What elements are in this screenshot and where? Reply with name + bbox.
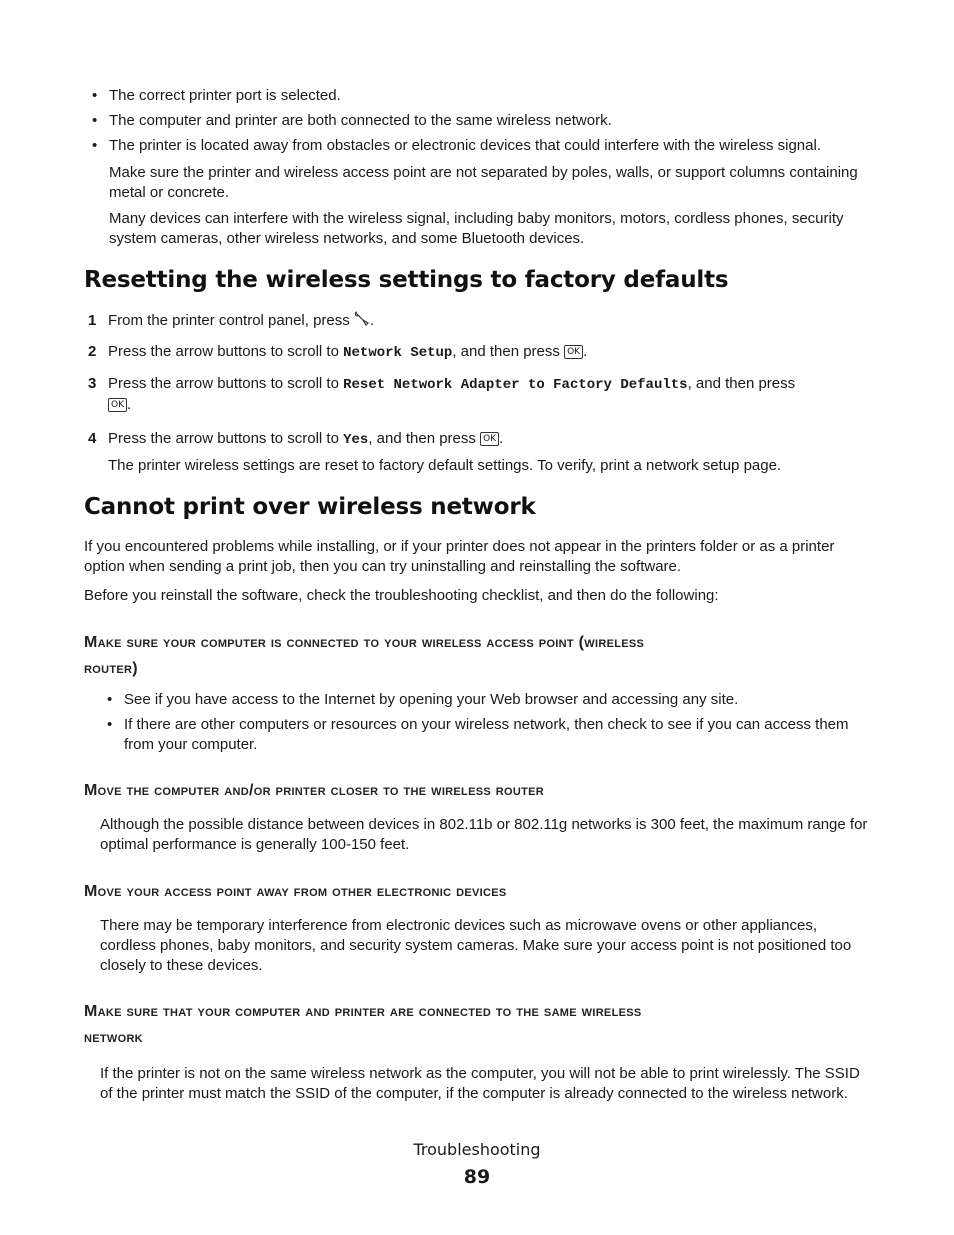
subsection-heading-line: Make sure that your computer and printer are connected to the same wireless <box>84 1003 642 1020</box>
section-heading: Cannot print over wireless network <box>84 494 536 520</box>
step-text: Press the arrow buttons to scroll to <box>108 430 344 447</box>
step-note: The printer wireless settings are reset to factory default settings. To verify, print a network setup page. <box>108 457 782 474</box>
paragraph: If you encountered problems while installing, or if your printer does not appear in the printers folder or as a printer option when sending a print job, then you can try uninstalling and reinstalling the software. <box>84 538 835 575</box>
step-text: From the printer control panel, press <box>108 312 354 329</box>
subsection-heading-line: Make sure your computer is connected to your wireless access point (wireless <box>84 634 645 651</box>
menu-option-code: Network Setup <box>343 345 453 361</box>
step-text: Press the arrow buttons to scroll to <box>108 375 344 392</box>
bullet-text: The computer and printer are both connected to the same wireless network. <box>109 112 612 129</box>
subsection-heading <box>84 630 864 682</box>
step-text-end: , and then press <box>368 430 481 447</box>
subsection-heading: Move the computer and/or printer closer to the wireless router <box>84 782 544 799</box>
step-text-end: , and then press <box>452 343 565 360</box>
menu-option-code: Yes <box>343 432 369 448</box>
ok-button-icon: OK <box>480 432 499 446</box>
bullet-text: The printer is located away from obstacles or electronic devices that could interfere with the wireless signal. <box>109 137 821 154</box>
subsection-heading: Move your access point away from other electronic devices <box>84 883 507 900</box>
document-page: • The correct printer port is selected. • The computer and printer are both connected to the same wireless network. • The printer is located away from obstacles or electronic devices that could interfere with the wireless signal. Make sure the printer and wireless access point are not separated by poles, walls, or support columns containing metal or concrete. Many devices can interfere with the wireless signal, including baby monitors, motors, cordless phones, security system cameras, other wireless networks, and some Bluetooth devices. Resetting the wireless settings to factory defaults 1 From the printer control panel, press . 2 Press the arrow buttons to scroll to Network Setup, and then press OK . 3 Press the arrow buttons to scroll to Reset Network Adapter to Factory Defaults, and then press OK . 4 Press the arrow buttons to scroll to Yes, and then press OK . The printer wireless settings are reset to factory default settings. To verify, print a network setup page. Cannot print over wireless network If you encountered problems while installing, or if your printer does not appear in the printers folder or as a printer option when sending a print job, then you can try uninstalling and reinstalling the software. Before you reinstall the software, check the troubleshooting checklist, and then do the following: Make sure your computer is connected to your wireless access point (wireless router) • See if you have access to the Internet by opening your Web browser and accessing any site. • If there are other computers or resources on your wireless network, then check to see if you can access them from your computer. Move the computer and/or printer closer to the wireless router Although the possible distance between devices in 802.11b or 802.11g networks is 300 feet, the maximum range for optimal performance is generally 100-150 feet. Move your access point away from other electronic devices There may be temporary interference from electronic devices such as microwave ovens or other appliances, cordless phones, baby monitors, and security system cameras. Make sure your access point is not positioned too closely to these devices. Make sure that your computer and printer are connected to the same wireless network If the printer is not on the same wireless network as the computer, you will not be able to print wirelessly. The SSID of the printer must match the SSID of the computer, if the computer is already connected to the wireless network. Troubleshooting 89 <box>0 0 954 1235</box>
step-number: 2 <box>88 343 97 360</box>
ok-button-icon: OK <box>564 345 583 359</box>
paragraph: Before you reinstall the software, check the troubleshooting checklist, and then do the following: <box>84 587 719 604</box>
subsection-heading-line: network <box>84 1029 143 1046</box>
ok-button-icon: OK <box>108 398 127 412</box>
wrench-icon <box>354 311 370 327</box>
step-number: 3 <box>88 375 97 392</box>
paragraph: If the printer is not on the same wireless network as the computer, you will not be able to print wirelessly. The SSID of the printer must match the SSID of the computer, if the computer is already connected to the wireless network. <box>100 1065 860 1102</box>
bullet-icon: • <box>107 691 113 708</box>
step-number: 4 <box>88 430 97 447</box>
paragraph: Although the possible distance between devices in 802.11b or 802.11g networks is 300 feet, the maximum range for optimal performance is generally 100-150 feet. <box>100 816 868 853</box>
bullet-icon: • <box>107 716 113 733</box>
paragraph: Many devices can interfere with the wireless signal, including baby monitors, motors, cordless phones, security system cameras, other wireless networks, and some Bluetooth devices. <box>109 210 844 247</box>
step-number: 1 <box>88 312 97 329</box>
step-text-end: . <box>369 312 375 329</box>
paragraph: There may be temporary interference from electronic devices such as microwave ovens or other appliances, cordless phones, baby monitors, and security system cameras. Make sure your access point is not positioned too closely to these devices. <box>100 917 852 974</box>
subsection-heading-line: router) <box>84 660 138 677</box>
page-number: 89 <box>463 1166 491 1188</box>
step-text-end: , and then press <box>687 375 796 392</box>
step-text: Press the arrow buttons to scroll to <box>108 343 344 360</box>
bullet-text: See if you have access to the Internet by opening your Web browser and accessing any site. <box>124 691 739 708</box>
bullet-text: The correct printer port is selected. <box>109 87 341 104</box>
bullet-icon: • <box>92 112 98 129</box>
subsection-heading <box>84 999 864 1051</box>
footer-section-label: Troubleshooting <box>413 1140 541 1159</box>
menu-option-code: Reset Network Adapter to Factory Defaults <box>343 377 688 393</box>
bullet-icon: • <box>92 87 98 104</box>
section-heading: Resetting the wireless settings to factory defaults <box>84 267 729 293</box>
bullet-icon: • <box>92 137 98 154</box>
bullet-text: If there are other computers or resources on your wireless network, then check to see if you can access them from your computer. <box>124 716 849 753</box>
paragraph: Make sure the printer and wireless access point are not separated by poles, walls, or support columns containing metal or concrete. <box>109 164 858 201</box>
